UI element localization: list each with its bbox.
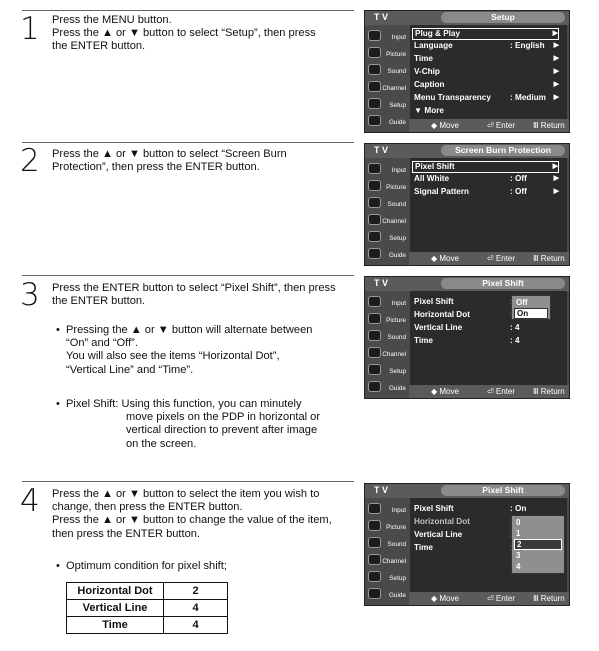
arrow-right-icon: ▶ <box>553 175 559 182</box>
setup-icon <box>368 98 381 109</box>
sidebar-item-sound[interactable]: Sound <box>365 535 409 552</box>
step-number: 3 <box>20 277 40 313</box>
instruction-line: change, then press the ENTER button. <box>52 501 243 514</box>
tv-menu-header <box>365 277 569 291</box>
tv-sidebar <box>365 158 409 259</box>
sidebar-item-sound[interactable]: Sound <box>365 62 409 79</box>
return-hint: Ⅲ Return <box>533 387 565 396</box>
step-divider <box>22 10 354 11</box>
arrow-right-icon: ▶ <box>552 163 558 170</box>
tv-menu-title: Pixel Shift <box>441 485 565 496</box>
table-cell: 4 <box>164 617 228 634</box>
sidebar-item-guide[interactable]: Guide <box>365 246 409 263</box>
tv-menu-pane <box>410 291 567 385</box>
step-number: 1 <box>20 11 40 47</box>
instruction-line: Protection”, then press the ENTER button. <box>52 161 260 174</box>
guide-icon <box>368 381 381 392</box>
instruction-line: then press the ENTER button. <box>52 527 200 540</box>
sidebar-item-guide[interactable]: Guide <box>365 586 409 603</box>
tv-menu-pane <box>410 25 567 119</box>
picture-icon <box>368 313 381 324</box>
input-icon <box>368 163 381 174</box>
step-instructions <box>52 488 352 541</box>
sidebar-item-guide[interactable]: Guide <box>365 379 409 396</box>
tv-menu-header <box>365 484 569 498</box>
menu-item-horizontal-dot[interactable]: Horizontal Dot <box>414 310 470 319</box>
table-row <box>67 583 228 600</box>
instruction-line: Press the ENTER button to select “Pixel Shift”, then press <box>52 282 336 294</box>
instruction-line: Press the ▲ or ▼ button to change the value of the item, <box>52 514 332 527</box>
tv-label: T V <box>374 278 389 288</box>
menu-item-pixel-shift[interactable]: Pixel Shift ▶ <box>412 161 559 173</box>
sidebar-item-input[interactable]: Input <box>365 501 409 518</box>
tv-menu-header <box>365 11 569 25</box>
arrow-right-icon: ▶ <box>553 188 559 195</box>
setup-icon <box>368 231 381 242</box>
table-cell: Vertical Line <box>67 600 164 617</box>
table-cell: Horizontal Dot <box>67 583 164 600</box>
enter-hint: ⏎ Enter <box>487 121 516 130</box>
sidebar-item-setup[interactable]: Setup <box>365 362 409 379</box>
step-number: 2 <box>20 143 40 179</box>
sidebar-item-setup[interactable]: Setup <box>365 569 409 586</box>
tv-label: T V <box>374 12 389 22</box>
menu-item-menu-transparency[interactable]: Menu Transparency : Medium ▶ <box>414 93 559 102</box>
return-hint: Ⅲ Return <box>533 121 565 130</box>
step-divider <box>22 142 354 143</box>
table-cell: Time <box>67 617 164 634</box>
menu-item-plug-and-play[interactable]: Plug & Play ▶ <box>412 28 559 40</box>
table-row <box>67 600 228 617</box>
option-dropdown <box>511 295 551 320</box>
arrow-right-icon: ▶ <box>552 30 558 37</box>
menu-item-signal-pattern[interactable]: Signal Pattern : Off ▶ <box>414 187 559 196</box>
move-hint: ◆ Move <box>431 121 459 130</box>
tv-menu-title: Pixel Shift <box>441 278 565 289</box>
sidebar-item-picture[interactable]: Picture <box>365 311 409 328</box>
step-divider <box>22 275 354 276</box>
tv-menu-pixel-shift-values <box>364 483 570 606</box>
arrow-right-icon: ▶ <box>553 94 559 101</box>
enter-hint: ⏎ Enter <box>487 594 516 603</box>
sound-icon <box>368 330 381 341</box>
sound-icon <box>368 537 381 548</box>
channel-icon <box>368 214 381 225</box>
optimum-settings-table <box>66 582 228 634</box>
tv-menu-pane <box>410 498 567 592</box>
menu-item-pixel-shift[interactable]: Pixel Shift : On <box>414 504 527 513</box>
sidebar-item-picture[interactable]: Picture <box>365 45 409 62</box>
channel-icon <box>368 81 381 92</box>
enter-hint: ⏎ Enter <box>487 387 516 396</box>
enter-hint: ⏎ Enter <box>487 254 516 263</box>
tv-menu-header <box>365 144 569 158</box>
instruction-line: Press the MENU button. <box>52 14 172 26</box>
tv-menu-footer <box>409 252 569 265</box>
table-cell: 4 <box>164 600 228 617</box>
option-4[interactable]: 4 <box>516 562 521 571</box>
input-icon <box>368 296 381 307</box>
input-icon <box>368 503 381 514</box>
tv-sidebar <box>365 498 409 599</box>
sound-icon <box>368 197 381 208</box>
step-instructions <box>52 148 352 174</box>
sidebar-item-sound[interactable]: Sound <box>365 195 409 212</box>
step-instructions <box>52 14 352 54</box>
sidebar-item-sound[interactable]: Sound <box>365 328 409 345</box>
picture-icon <box>368 180 381 191</box>
instruction-line: Press the ▲ or ▼ button to select the item you wish to <box>52 488 320 500</box>
sidebar-item-guide[interactable]: Guide <box>365 113 409 130</box>
input-icon <box>368 30 381 41</box>
return-hint: Ⅲ Return <box>533 594 565 603</box>
instruction-line: Press the ▲ or ▼ button to select “Setup”, then press <box>52 27 316 40</box>
picture-icon <box>368 520 381 531</box>
sidebar-item-input[interactable]: Input <box>365 28 409 45</box>
tv-label: T V <box>374 145 389 155</box>
tv-menu-footer <box>409 385 569 398</box>
setup-icon <box>368 364 381 375</box>
option-1[interactable]: 1 <box>516 529 521 538</box>
channel-icon <box>368 554 381 565</box>
picture-icon <box>368 47 381 58</box>
arrow-right-icon: ▶ <box>553 81 559 88</box>
channel-icon <box>368 347 381 358</box>
bullet-icon: • <box>56 560 60 572</box>
tv-menu-footer <box>409 592 569 605</box>
step-number: 4 <box>20 483 40 519</box>
option-on[interactable]: On <box>514 308 548 319</box>
option-0[interactable]: 0 <box>516 518 521 527</box>
move-hint: ◆ Move <box>431 254 459 263</box>
bullet-icon: • <box>56 398 60 410</box>
instruction-line: Press the ▲ or ▼ button to select “Screen Burn <box>52 148 287 160</box>
sidebar-item-setup[interactable]: Setup <box>365 229 409 246</box>
sidebar-item-setup[interactable]: Setup <box>365 96 409 113</box>
menu-item-time[interactable]: Time : 4 <box>414 336 520 345</box>
arrow-right-icon: ▶ <box>553 55 559 62</box>
sidebar-item-channel[interactable]: Channel <box>365 552 409 569</box>
sidebar-item-channel[interactable]: Channel <box>365 212 409 229</box>
sidebar-item-channel[interactable]: Channel <box>365 345 409 362</box>
step-divider <box>22 481 354 482</box>
tv-menu-title: Screen Burn Protection <box>441 145 565 156</box>
tv-menu-title: Setup <box>441 12 565 23</box>
sidebar-item-input[interactable]: Input <box>365 294 409 311</box>
menu-item-pixel-shift[interactable]: Pixel Shift <box>414 297 454 306</box>
menu-item-time[interactable]: Time ▶ <box>414 54 559 63</box>
menu-item-horizontal-dot[interactable]: Horizontal Dot <box>414 517 470 526</box>
menu-item-vertical-line[interactable]: Vertical Line : 4 <box>414 323 520 332</box>
tv-sidebar <box>365 25 409 126</box>
bullet-icon: • <box>56 324 60 336</box>
tv-menu-footer <box>409 119 569 132</box>
tv-menu-screen-burn <box>364 143 570 266</box>
menu-item-v-chip[interactable]: V-Chip ▶ <box>414 67 559 76</box>
guide-icon <box>368 588 381 599</box>
move-hint: ◆ Move <box>431 387 459 396</box>
option-3[interactable]: 3 <box>516 551 521 560</box>
guide-icon <box>368 248 381 259</box>
menu-item-more[interactable]: ▼ More <box>414 106 444 115</box>
arrow-right-icon: ▶ <box>553 42 559 49</box>
move-hint: ◆ Move <box>431 594 459 603</box>
table-row <box>67 617 228 634</box>
sidebar-item-picture[interactable]: Picture <box>365 178 409 195</box>
instruction-line: the ENTER button. <box>52 295 146 308</box>
step-instructions <box>52 282 352 308</box>
tv-sidebar <box>365 291 409 392</box>
tv-menu-setup <box>364 10 570 133</box>
option-off[interactable]: Off <box>516 298 528 307</box>
sidebar-item-channel[interactable]: Channel <box>365 79 409 96</box>
sound-icon <box>368 64 381 75</box>
menu-item-vertical-line[interactable]: Vertical Line <box>414 530 463 539</box>
menu-item-all-white[interactable]: All White : Off ▶ <box>414 174 559 183</box>
menu-item-caption[interactable]: Caption ▶ <box>414 80 559 89</box>
menu-item-language[interactable]: Language : English ▶ <box>414 41 559 50</box>
option-2[interactable]: 2 <box>514 539 562 550</box>
arrow-right-icon: ▶ <box>553 68 559 75</box>
table-cell: 2 <box>164 583 228 600</box>
return-hint: Ⅲ Return <box>533 254 565 263</box>
menu-item-time[interactable]: Time <box>414 543 433 552</box>
sidebar-item-input[interactable]: Input <box>365 161 409 178</box>
sidebar-item-picture[interactable]: Picture <box>365 518 409 535</box>
guide-icon <box>368 115 381 126</box>
tv-menu-pixel-shift <box>364 276 570 399</box>
tv-menu-pane <box>410 158 567 252</box>
value-dropdown <box>511 515 565 574</box>
instruction-line: the ENTER button. <box>52 40 146 53</box>
setup-icon <box>368 571 381 582</box>
tv-label: T V <box>374 485 389 495</box>
